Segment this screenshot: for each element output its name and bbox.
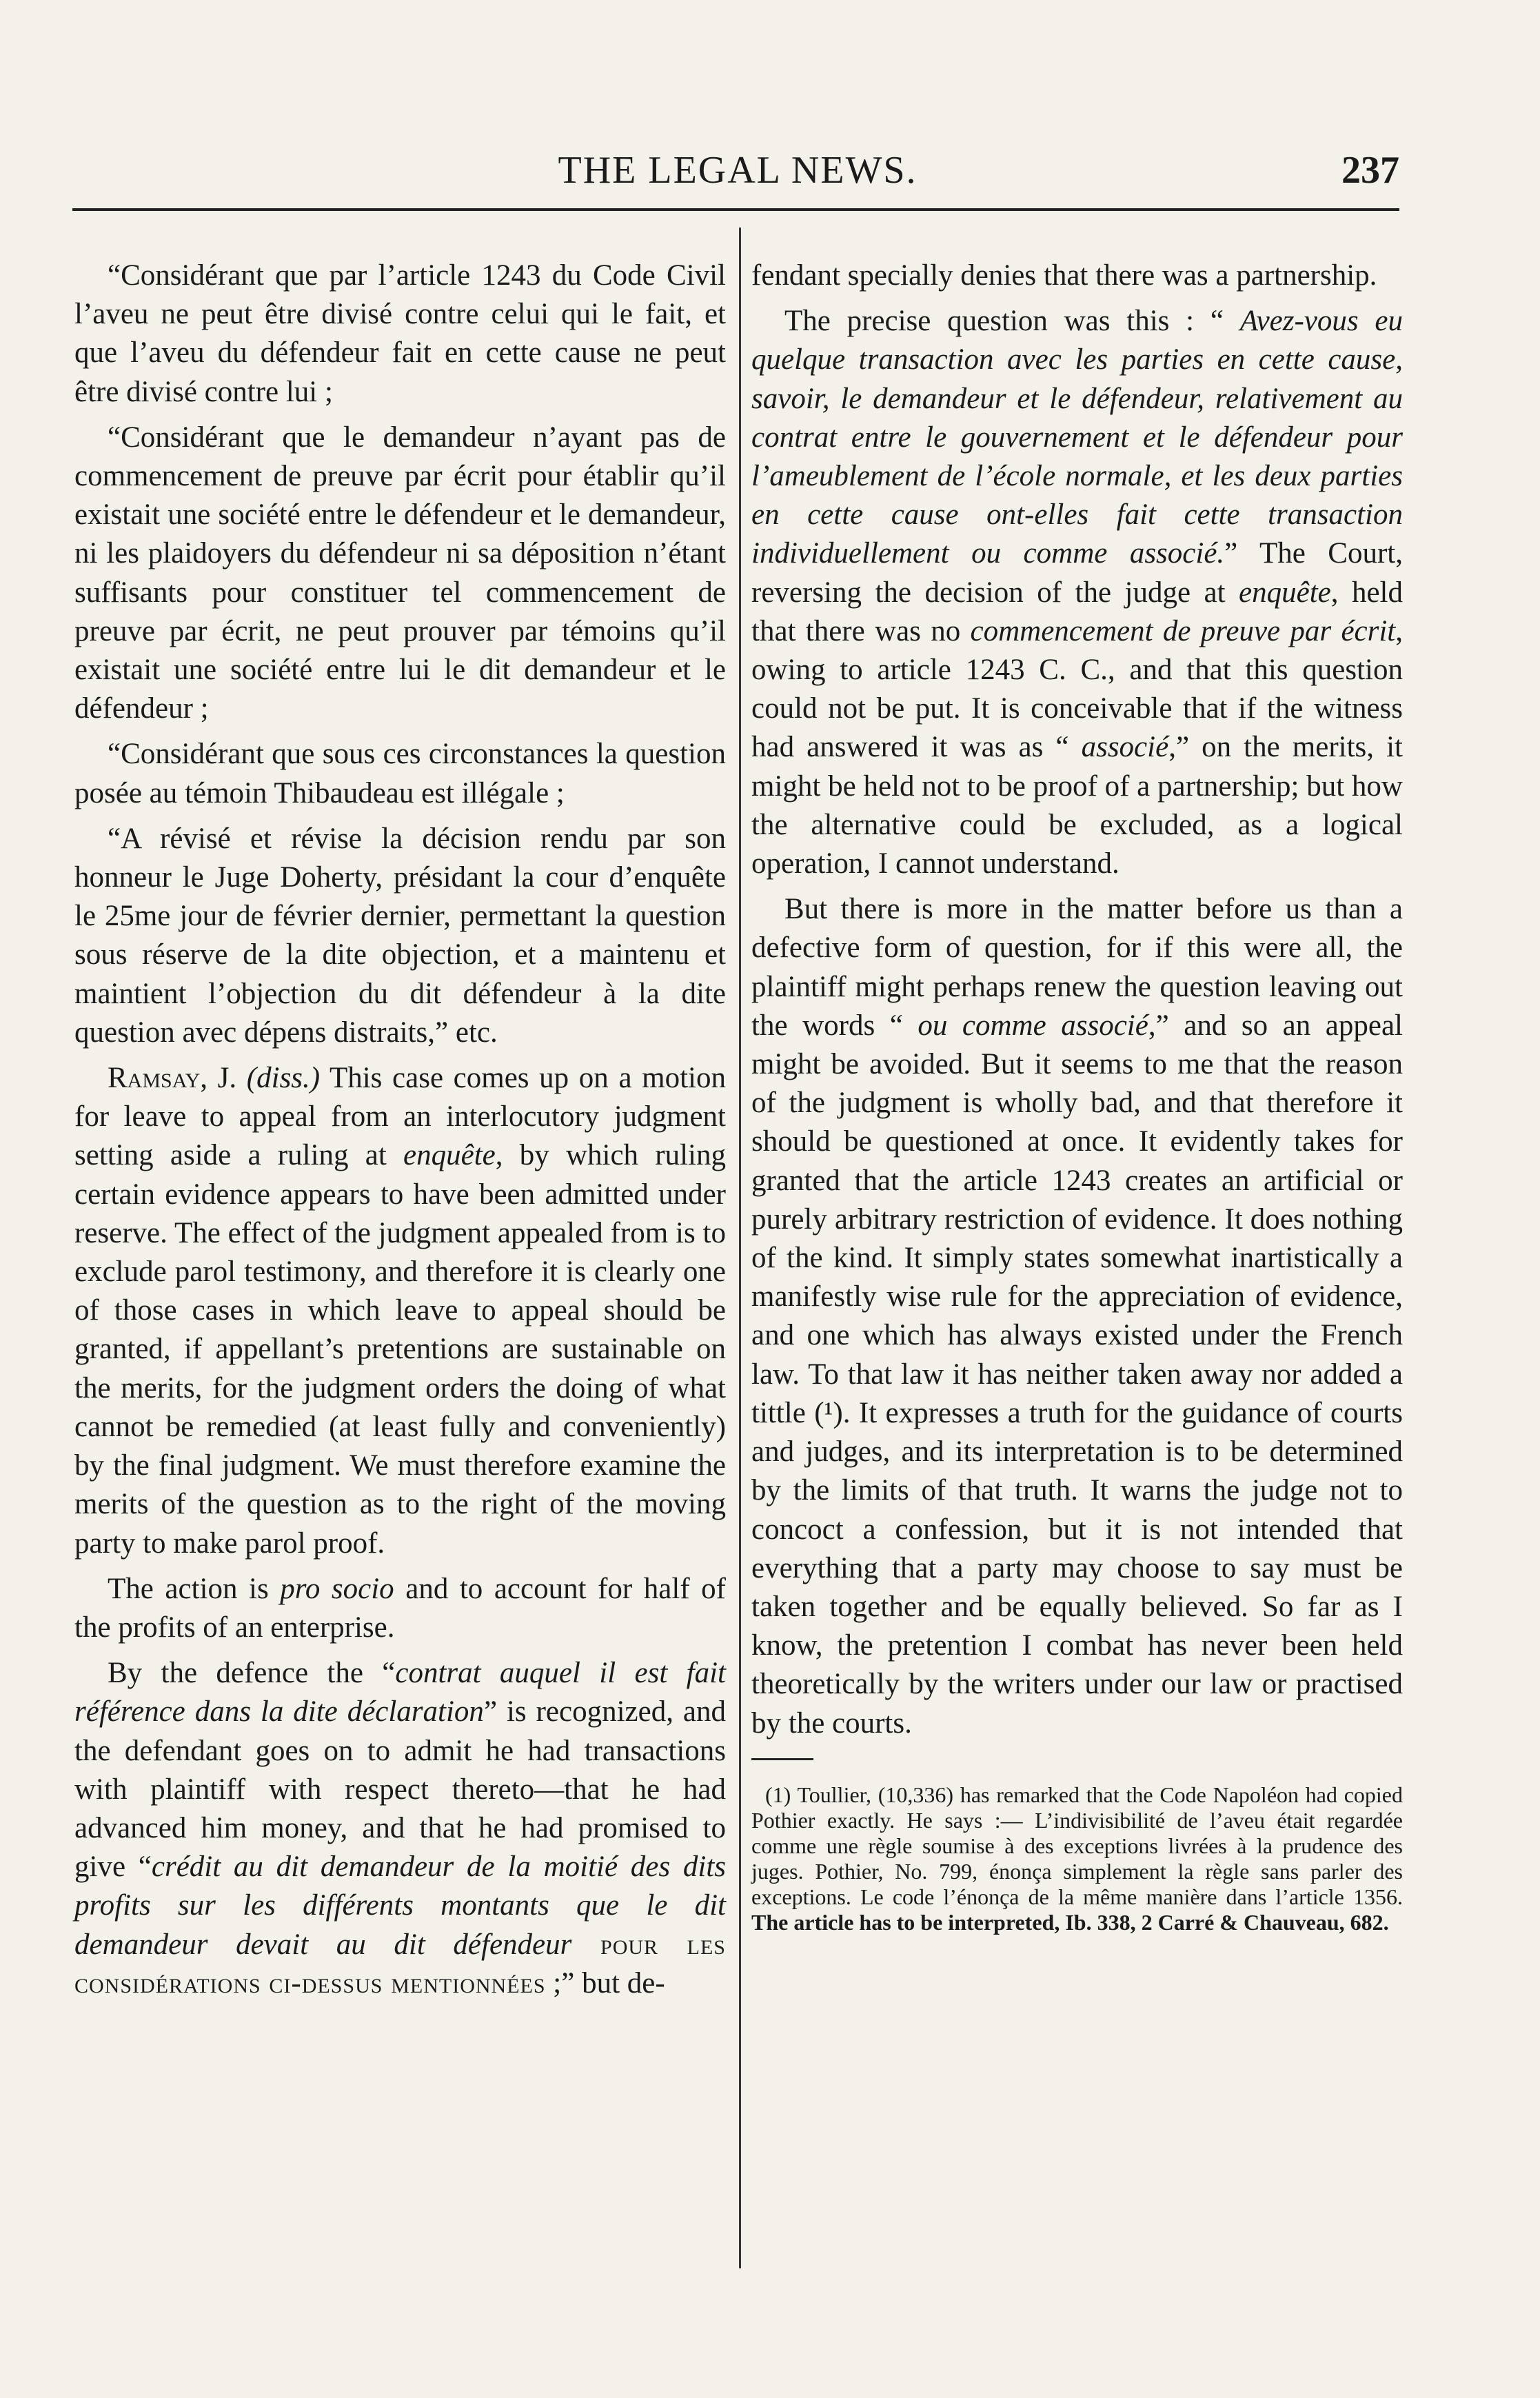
text-run: ” The Court, reversing the decision of the judge at (751, 537, 1403, 609)
text-run: ,” on the merits, it might be held not to be proof of a partnership; but how the alternative could be excluded, as a logical operation, I cannot understand. (751, 731, 1403, 880)
text-run: This case comes up on a motion for leave to appeal from an interlocutory judgment setting aside a ruling at (74, 1062, 727, 1172)
italic-term: ou comme associé (918, 1009, 1148, 1042)
paragraph-continuation: fendant specially denies that there was a partnership. (751, 259, 1377, 292)
paragraph-precise-question (751, 302, 1403, 883)
text-run: ” is recognized, and the defendant goes on to admit he had transactions with plaintiff with respect thereto—that he had advanced him money, and that he had promised to give “ (74, 1695, 726, 1884)
text-run: , owing to article 1243 C. C., and that this question could not be put. It is conceivable that if the witness had answered it was as “ (751, 614, 1403, 764)
italic-term: enquête (403, 1139, 496, 1172)
paragraph-considerant-1: “Considérant que par l’article 1243 du Code Civil l’aveu ne peut être divisé contre celui qui le fait, et que l’aveu du défendeur fait en cette cause ne peut être divisé contre lui ; (74, 259, 726, 408)
footnote-text-bold: The article has to be interpreted, Ib. 338, 2 Carré & Chauveau, 682. (751, 1909, 1389, 1935)
dissent-marker: (diss.) (246, 1062, 321, 1095)
italic-quote: Avez-vous eu quelque transaction avec les parties en cette cause, savoir, le demandeur et le défendeur, relativement au contrat entre le gouvernement et le défendeur pour l’ameublement de l’école normale, et les deux parties en cette cause ont-elles fait cette transaction individuellement ou comme associé. (751, 305, 1403, 570)
paragraph-defence (74, 1654, 726, 2003)
paragraph-more-in-matter (751, 890, 1403, 1742)
paragraph-considerant-2: “Considérant que le demandeur n’ayant pas de commencement de preuve par écrit pour établir qu’il existait une société entre le défendeur et le demandeur, ni les plaidoyers du défendeur ni sa déposition n’étant suffisants pour constituer tel commencement de preuve par écrit, ne peut prouver par témoins qu’il existait une société entre lui le dit demandeur et le défendeur ; (74, 421, 726, 725)
italic-term: associé (1081, 731, 1169, 764)
italic-quote: contrat auquel il est fait référence dans la dite déclaration (74, 1657, 726, 1729)
page-number: 237 (1341, 149, 1399, 192)
column-divider (739, 228, 741, 2268)
italic-term: commencement de preuve par écrit (970, 614, 1396, 647)
left-column (74, 256, 726, 2010)
journal-title: THE LEGAL NEWS. (558, 149, 918, 192)
text-run: ,” and so an appeal might be avoided. But it seems to me that the reason of the judgment is wholly bad, and that therefore it should be questioned at once. It evidently takes for granted that the article 1243 creates an artificial or purely arbitrary restriction of evidence. It does nothing of the kind. It simply states somewhat inartistically a manifestly wise rule for the appreciation of evidence, and one which has always existed under the French law. To that law it has neither taken away nor added a tittle (¹). It expresses a truth for the guidance of courts and judges, and its interpretation is to be determined by the limits of that truth. It warns the judge not to concoct a confession, but it is not intended that everything that a party may choose to say must be taken together and be equally believed. So far as I know, the pretention I combat has never been held theoretically by the writers under our law or practised by the courts. (751, 1009, 1403, 1740)
text-run: By the defence the “ (108, 1657, 396, 1690)
text-run: The action is (108, 1572, 281, 1605)
paragraph-ramsay-opinion (74, 1059, 726, 1563)
running-head (76, 148, 1399, 203)
small-caps-run: pour les considérations ci-dessus mentionnées (74, 1928, 726, 1999)
judge-name: Ramsay, J. (108, 1062, 237, 1095)
text-run: ;” but de- (545, 1966, 665, 1999)
header-rule (72, 208, 1399, 211)
paragraph-revise: “A révisé et révise la décision rendu par son honneur le Juge Doherty, présidant la cour d’enquête le 25me jour de février dernier, permettant la question sous réserve de la dite objection, et a maintenu et maintient l’objection du dit défendeur à la dite question avec dépens distraits,” etc. (74, 822, 726, 1049)
footnote (751, 1782, 1403, 1935)
right-column (751, 256, 1403, 1957)
paragraph-considerant-3: “Considérant que sous ces circonstances la question posée au témoin Thibaudeau est illégale ; (74, 738, 726, 809)
footnote-rule (751, 1758, 813, 1760)
text-run: , by which ruling certain evidence appears to have been admitted under reserve. The effect of the judgment appealed from is to exclude parol testimony, and therefore it is clearly one of those cases in which leave to appeal should be granted, if appellant’s pretentions are sustainable on the merits, for the judgment orders the doing of what cannot be remedied (at least fully and conveniently) by the final judgment. We must therefore examine the merits of the question as to the right of the moving party to make parol proof. (74, 1139, 726, 1560)
italic-quote: crédit au dit demandeur de la moitié des dits profits sur les différents montants que le dit demandeur devait au dit défendeur (74, 1851, 726, 1961)
text-run: , held that there was no (751, 576, 1403, 647)
text-run: The precise question was this : “ (784, 305, 1240, 338)
italic-term: pro socio (280, 1572, 394, 1605)
italic-term: enquête (1239, 576, 1331, 609)
text-run: But there is more in the matter before us than a defective form of question, for if this were all, the plaintiff might perhaps renew the question leaving out the words “ (751, 893, 1403, 1042)
text-run: and to account for half of the profits of an enterprise. (74, 1572, 726, 1644)
footnote-text: (1) Toullier, (10,336) has remarked that the Code Napoléon had copied Pothier exactly. He says :— L’indivisibilité de l’aveu était regardée comme une règle soumise à des exceptions livrées à la prudence des juges. Pothier, No. 799, énonça simplement la règle sans parler des exceptions. Le code l’énonça de la même manière dans l’article 1356. (751, 1782, 1403, 1909)
paragraph-action (74, 1570, 726, 1647)
